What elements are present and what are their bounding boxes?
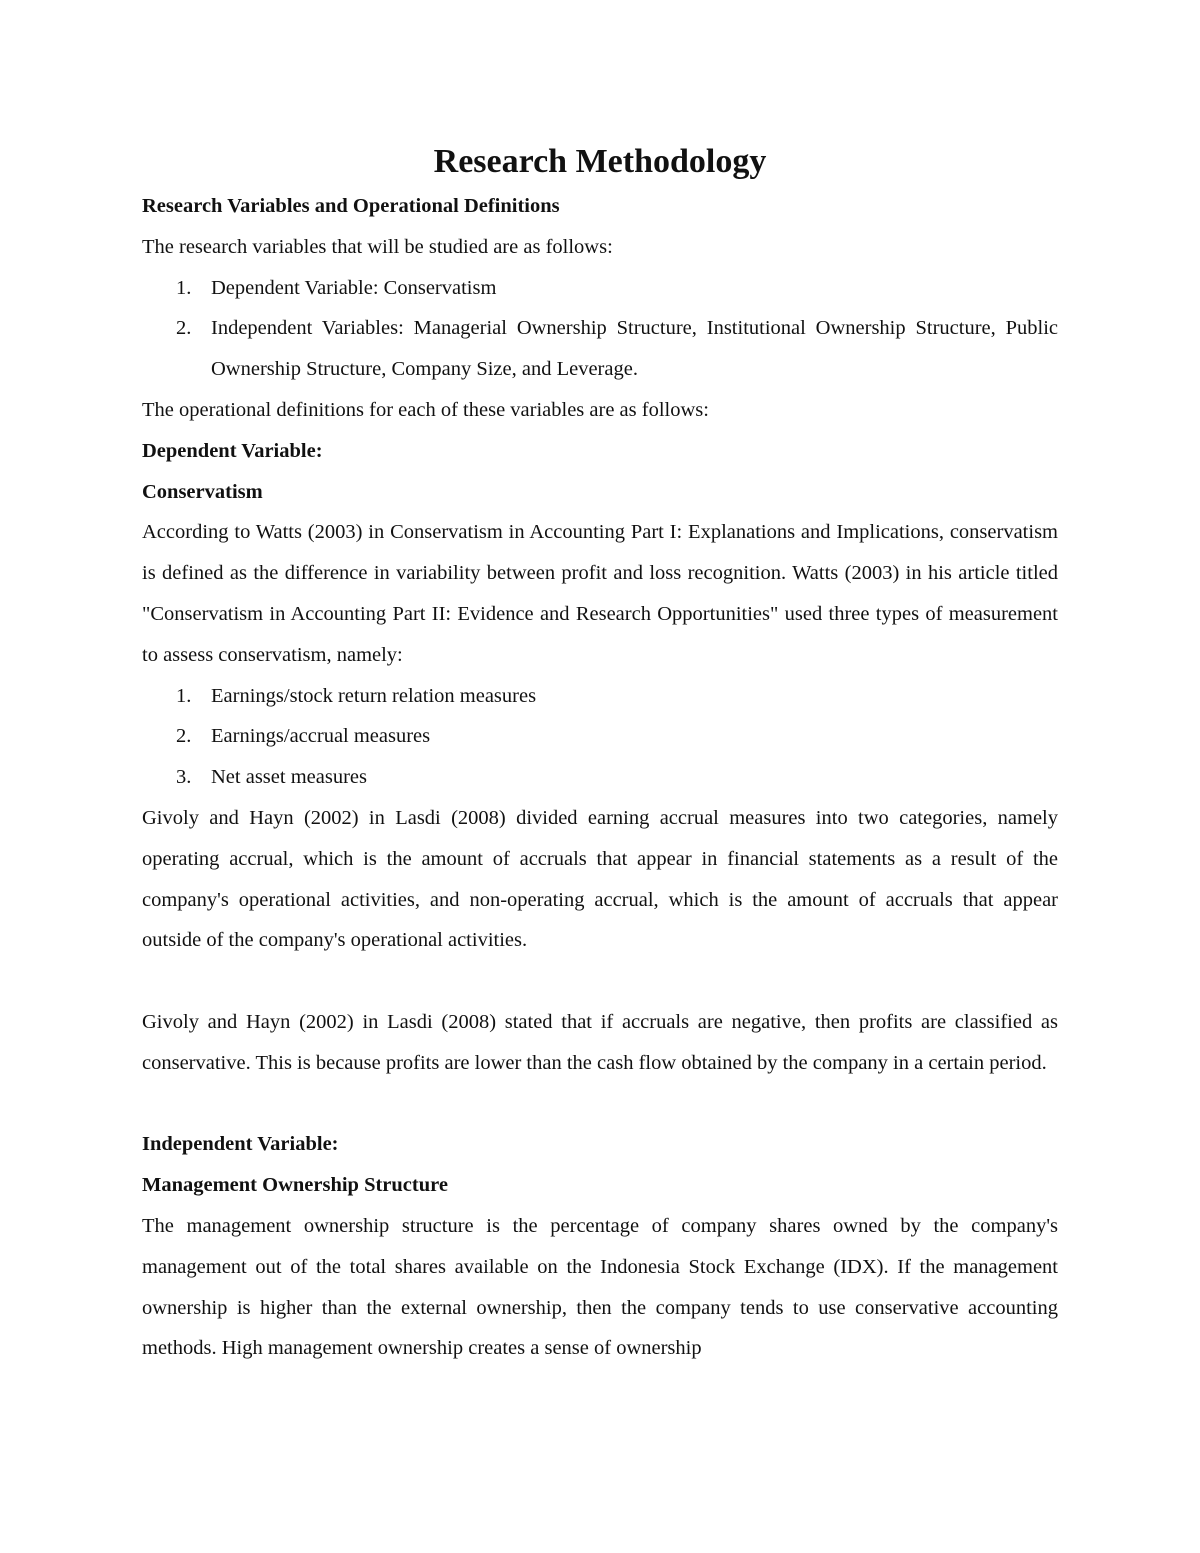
list-number: 1.	[176, 684, 192, 707]
conservatism-paragraph: According to Watts (2003) in Conservatism in Accounting Part I: Explanations and Implications, conservatism is defined as the difference in variability between profit and loss recognition. Watts (2003) in his article titled "Conservatism in Accounting Part II: Evidence and Research Opportunities" used three types of measurement to assess conservatism, namely:	[142, 521, 1058, 666]
intro-text: The research variables that will be studied are as follows:	[142, 235, 613, 258]
list-number: 1.	[176, 276, 192, 299]
dependent-heading: Dependent Variable:	[142, 439, 323, 462]
section-heading: Research Variables and Operational Definitions	[142, 195, 560, 217]
list-item-text: Net asset measures	[211, 766, 367, 789]
list-item	[142, 676, 1058, 717]
list-item-text: Earnings/stock return relation measures	[211, 684, 537, 707]
list-item	[142, 757, 1058, 798]
list-item-text: Independent Variables: Managerial Ownership Structure, Institutional Ownership Structure, Public Ownership Structure, Company Size, and Leverage.	[211, 317, 1058, 381]
document-page	[142, 140, 1058, 1369]
management-paragraph: The management ownership structure is the percentage of company shares owned by the company's management out of the total shares available on the Indonesia Stock Exchange (IDX). If the management ownership is higher than the external ownership, then the company tends to use conservative accounting methods. High management ownership creates a sense of ownership	[142, 1214, 1058, 1360]
givoly-paragraph-2: Givoly and Hayn (2002) in Lasdi (2008) stated that if accruals are negative, then profits are classified as conservative. This is because profits are lower than the cash flow obtained by the company in a certain period.	[142, 1010, 1058, 1074]
list-item	[142, 716, 1058, 757]
list-number: 3.	[176, 766, 192, 789]
operational-intro: The operational definitions for each of these variables are as follows:	[142, 398, 709, 421]
independent-heading: Independent Variable:	[142, 1133, 339, 1156]
list-item-text: Earnings/accrual measures	[211, 725, 431, 748]
list-number: 2.	[176, 317, 192, 340]
list-item	[142, 308, 1058, 390]
givoly-paragraph-1: Givoly and Hayn (2002) in Lasdi (2008) divided earning accrual measures into two categories, namely operating accrual, which is the amount of accruals that appear in financial statements as a result of the company's operational activities, and non-operating accrual, which is the amount of accruals that appear outside of the company's operational activities.	[142, 806, 1058, 952]
list-item	[142, 268, 1058, 309]
paragraph-spacer	[142, 961, 1058, 1002]
paragraph-spacer	[142, 1084, 1058, 1125]
variables-list	[142, 268, 1058, 390]
management-heading: Management Ownership Structure	[142, 1174, 448, 1197]
conservatism-heading: Conservatism	[142, 480, 263, 503]
measures-list	[142, 676, 1058, 798]
list-number: 2.	[176, 725, 192, 748]
list-item-text: Dependent Variable: Conservatism	[211, 276, 497, 299]
document-title: Research Methodology	[433, 143, 767, 180]
